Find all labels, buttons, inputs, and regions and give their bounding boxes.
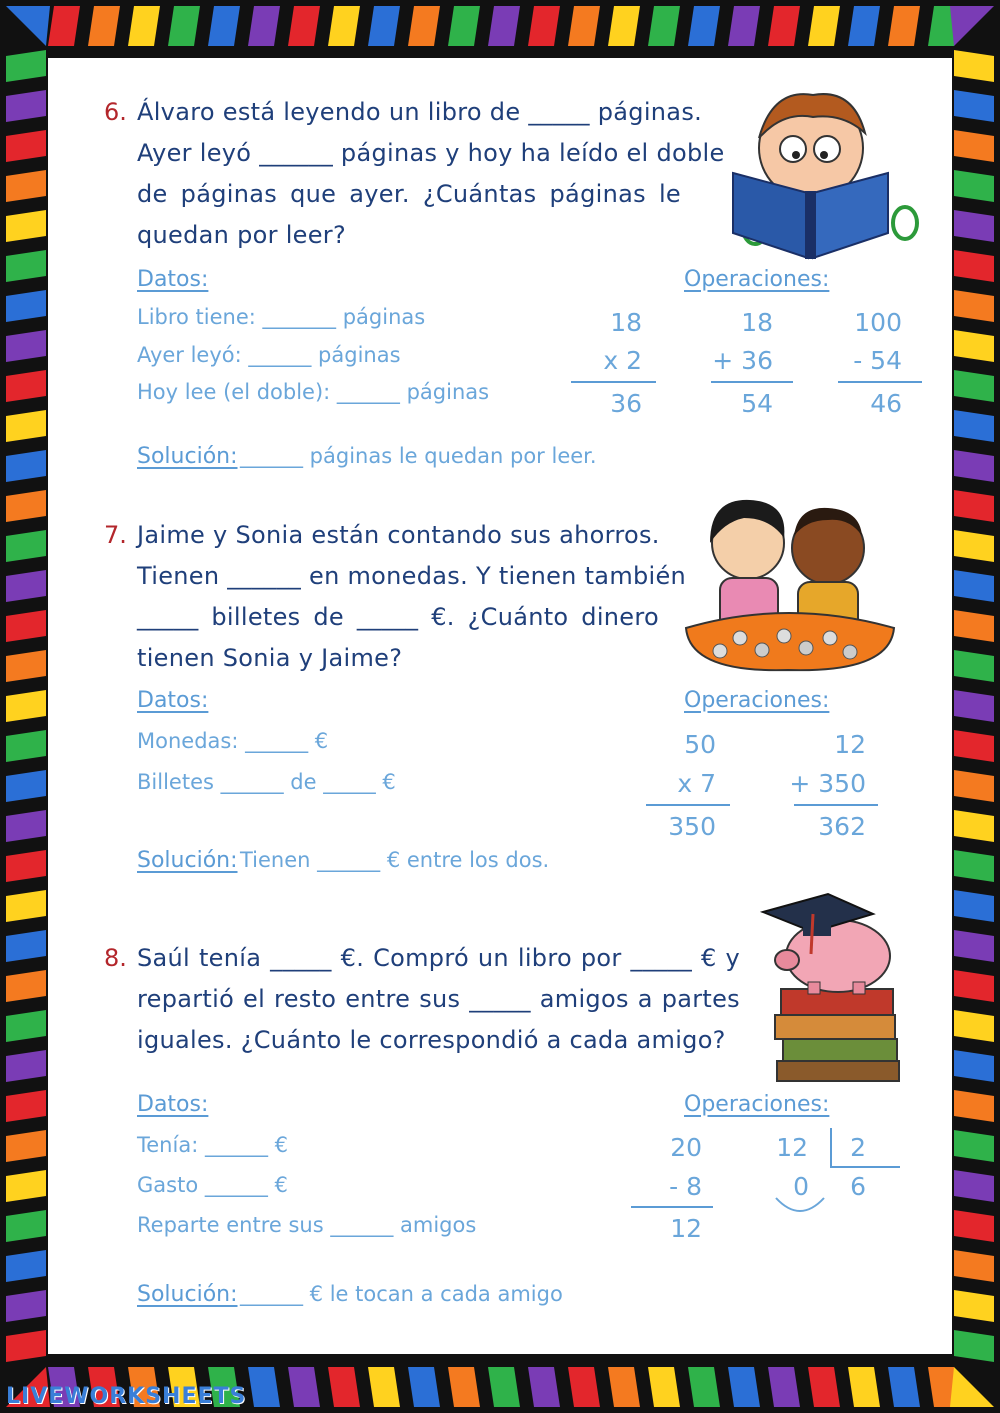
border-tile [954, 130, 994, 162]
border-tile [6, 210, 46, 242]
question-line: tienen Sonia y Jaime? [137, 644, 403, 672]
question-line: Tienen ______ en monedas. Y tienen también [137, 562, 687, 590]
border-tile [950, 1367, 994, 1407]
border-tile [6, 250, 46, 282]
border-tile [954, 730, 994, 762]
datos-item: Libro tiene: _______ páginas [137, 305, 426, 329]
border-tile [888, 6, 920, 46]
remainder: 0 [793, 1172, 809, 1201]
operaciones-label: Operaciones: [684, 688, 830, 713]
border-tile [808, 6, 840, 46]
border-tile [6, 290, 46, 322]
border-tile [808, 1367, 840, 1407]
operand: 12 [834, 730, 866, 759]
border-tile [954, 810, 994, 842]
datos-label: Datos: [137, 1092, 209, 1117]
border-tile [954, 210, 994, 242]
border-tile [6, 450, 46, 482]
border-tile [6, 1130, 46, 1162]
border-tile [6, 130, 46, 162]
operation-rule [646, 804, 730, 806]
operand: x 7 [677, 769, 716, 798]
border-tile [954, 490, 994, 522]
question-line: Jaime y Sonia están contando sus ahorros. [137, 521, 660, 549]
border-tile [688, 6, 720, 46]
border-tile [954, 170, 994, 202]
question-line: iguales. ¿Cuánto le correspondió a cada amigo? [137, 1026, 726, 1054]
border-tile [6, 410, 46, 442]
border-tile [848, 6, 880, 46]
border-tile [954, 850, 994, 882]
operation-rule [794, 804, 878, 806]
border-tile [6, 1210, 46, 1242]
border-tile [954, 1170, 994, 1202]
question-line: Álvaro está leyendo un libro de _____ páginas. [137, 98, 703, 126]
problem-number: 8. [104, 944, 127, 972]
result: 36 [610, 389, 642, 418]
border-tile [6, 1290, 46, 1322]
operand: 18 [610, 308, 642, 337]
boy-reading-illustration [693, 83, 923, 263]
border-tile [6, 810, 46, 842]
border-tile [6, 50, 46, 82]
question-line: de páginas que ayer. ¿Cuántas páginas le [137, 180, 681, 208]
border-tile [954, 1330, 994, 1362]
border-tile [768, 6, 800, 46]
operand: + 350 [789, 769, 866, 798]
datos-item: Hoy lee (el doble): ______ páginas [137, 380, 490, 404]
border-tile [954, 530, 994, 562]
border-tile [954, 370, 994, 402]
border-tile [288, 6, 320, 46]
border-tile [328, 6, 360, 46]
border-tile [488, 6, 520, 46]
operation-rule [838, 381, 922, 383]
operand: x 2 [603, 346, 642, 375]
border-tile [6, 770, 46, 802]
border-tile [728, 1367, 760, 1407]
question-line: repartió el resto entre sus _____ amigos a partes [137, 985, 740, 1013]
border-tile [954, 690, 994, 722]
border-tile [6, 650, 46, 682]
border-tile [528, 6, 560, 46]
border-tile [6, 1330, 46, 1362]
border-tile [954, 970, 994, 1002]
problem-number: 6. [104, 98, 127, 126]
border-tile [848, 1367, 880, 1407]
border-tile [954, 330, 994, 362]
result: 54 [741, 389, 773, 418]
border-tile [954, 1290, 994, 1322]
border-tile [368, 1367, 400, 1407]
piggy-bank-books-illustration [753, 884, 905, 1084]
datos-item: Ayer leyó: ______ páginas [137, 343, 401, 367]
border-tile [954, 50, 994, 82]
liveworksheets-logo[interactable]: LIVEWORKSHEETS [6, 1384, 247, 1409]
border-tile [608, 1367, 640, 1407]
border-tile [6, 570, 46, 602]
border-tile [954, 450, 994, 482]
border-tile [768, 1367, 800, 1407]
datos-label: Datos: [137, 267, 209, 292]
solucion-text: Tienen ______ € entre los dos. [240, 848, 550, 872]
border-tile [954, 770, 994, 802]
solucion-text: ______ páginas le quedan por leer. [240, 444, 597, 468]
border-tile [6, 890, 46, 922]
question-line: Saúl tenía _____ €. Compró un libro por _____ € y [137, 944, 740, 972]
datos-item: Reparte entre sus ______ amigos [137, 1213, 477, 1237]
border-tile [954, 610, 994, 642]
question-line: _____ billetes de _____ €. ¿Cuánto dinero [137, 603, 659, 631]
border-tile [6, 530, 46, 562]
border-tile [954, 650, 994, 682]
border-tile [168, 6, 200, 46]
dividend: 12 [776, 1133, 808, 1162]
border-tile [6, 6, 50, 46]
border-tile [6, 1050, 46, 1082]
border-tile [6, 1090, 46, 1122]
quotient: 6 [850, 1172, 866, 1201]
operation-rule [711, 381, 793, 383]
border-tile [888, 1367, 920, 1407]
divisor: 2 [850, 1133, 866, 1162]
solucion-label: Solución: [137, 444, 238, 469]
division-bar-horizontal [830, 1166, 900, 1168]
border-tile [448, 6, 480, 46]
border-tile [248, 6, 280, 46]
border-tile [6, 610, 46, 642]
border-tile [954, 570, 994, 602]
border-tile [648, 1367, 680, 1407]
border-tile [954, 1250, 994, 1282]
border-tile [6, 1250, 46, 1282]
border-tile [954, 1010, 994, 1042]
border-tile [6, 850, 46, 882]
border-tile [408, 6, 440, 46]
border-tile [954, 250, 994, 282]
border-tile [328, 1367, 360, 1407]
border-tile [728, 6, 760, 46]
border-tile [408, 1367, 440, 1407]
border-tile [6, 1170, 46, 1202]
operand: 100 [854, 308, 902, 337]
border-tile [954, 410, 994, 442]
border-tile [208, 6, 240, 46]
border-tile [6, 1010, 46, 1042]
operand: - 8 [669, 1172, 702, 1201]
border-tile [954, 1050, 994, 1082]
border-tile [6, 690, 46, 722]
solucion-label: Solución: [137, 848, 238, 873]
result: 12 [670, 1214, 702, 1243]
question-line: Ayer leyó ______ páginas y hoy ha leído el doble [137, 139, 725, 167]
border-tile [688, 1367, 720, 1407]
border-tile [648, 6, 680, 46]
worksheet-page [48, 58, 952, 1354]
datos-item: Gasto ______ € [137, 1173, 288, 1197]
operation-rule [631, 1206, 713, 1208]
border-tile [288, 1367, 320, 1407]
result: 46 [870, 389, 902, 418]
operand: 20 [670, 1133, 702, 1162]
border-tile [448, 1367, 480, 1407]
kids-counting-coins-illustration [680, 488, 898, 673]
border-tile [950, 6, 994, 46]
border-tile [528, 1367, 560, 1407]
border-tile [6, 170, 46, 202]
border-tile [954, 1130, 994, 1162]
border-tile [608, 6, 640, 46]
solucion-label: Solución: [137, 1282, 238, 1307]
border-tile [88, 6, 120, 46]
border-tile [6, 730, 46, 762]
datos-item: Tenía: ______ € [137, 1133, 288, 1157]
border-tile [6, 330, 46, 362]
border-tile [6, 970, 46, 1002]
operand: - 54 [853, 346, 902, 375]
border-tile [128, 6, 160, 46]
border-tile [6, 370, 46, 402]
datos-label: Datos: [137, 688, 209, 713]
border-tile [6, 90, 46, 122]
border-tile [954, 890, 994, 922]
border-tile [488, 1367, 520, 1407]
border-tile [6, 930, 46, 962]
border-tile [568, 1367, 600, 1407]
datos-item: Monedas: ______ € [137, 729, 329, 753]
operand: 50 [684, 730, 716, 759]
border-tile [954, 290, 994, 322]
operaciones-label: Operaciones: [684, 267, 830, 292]
operation-rule [571, 381, 656, 383]
datos-item: Billetes ______ de _____ € [137, 770, 396, 794]
question-line: quedan por leer? [137, 221, 347, 249]
operaciones-label: Operaciones: [684, 1092, 830, 1117]
border-tile [954, 90, 994, 122]
border-tile [954, 1090, 994, 1122]
problem-number: 7. [104, 521, 127, 549]
border-tile [954, 1210, 994, 1242]
solucion-text: ______ € le tocan a cada amigo [240, 1282, 563, 1306]
operand: + 36 [712, 346, 773, 375]
border-tile [6, 490, 46, 522]
border-tile [568, 6, 600, 46]
operand: 18 [741, 308, 773, 337]
result: 362 [818, 812, 866, 841]
border-tile [48, 6, 80, 46]
border-tile [954, 930, 994, 962]
border-tile [368, 6, 400, 46]
border-tile [248, 1367, 280, 1407]
result: 350 [668, 812, 716, 841]
